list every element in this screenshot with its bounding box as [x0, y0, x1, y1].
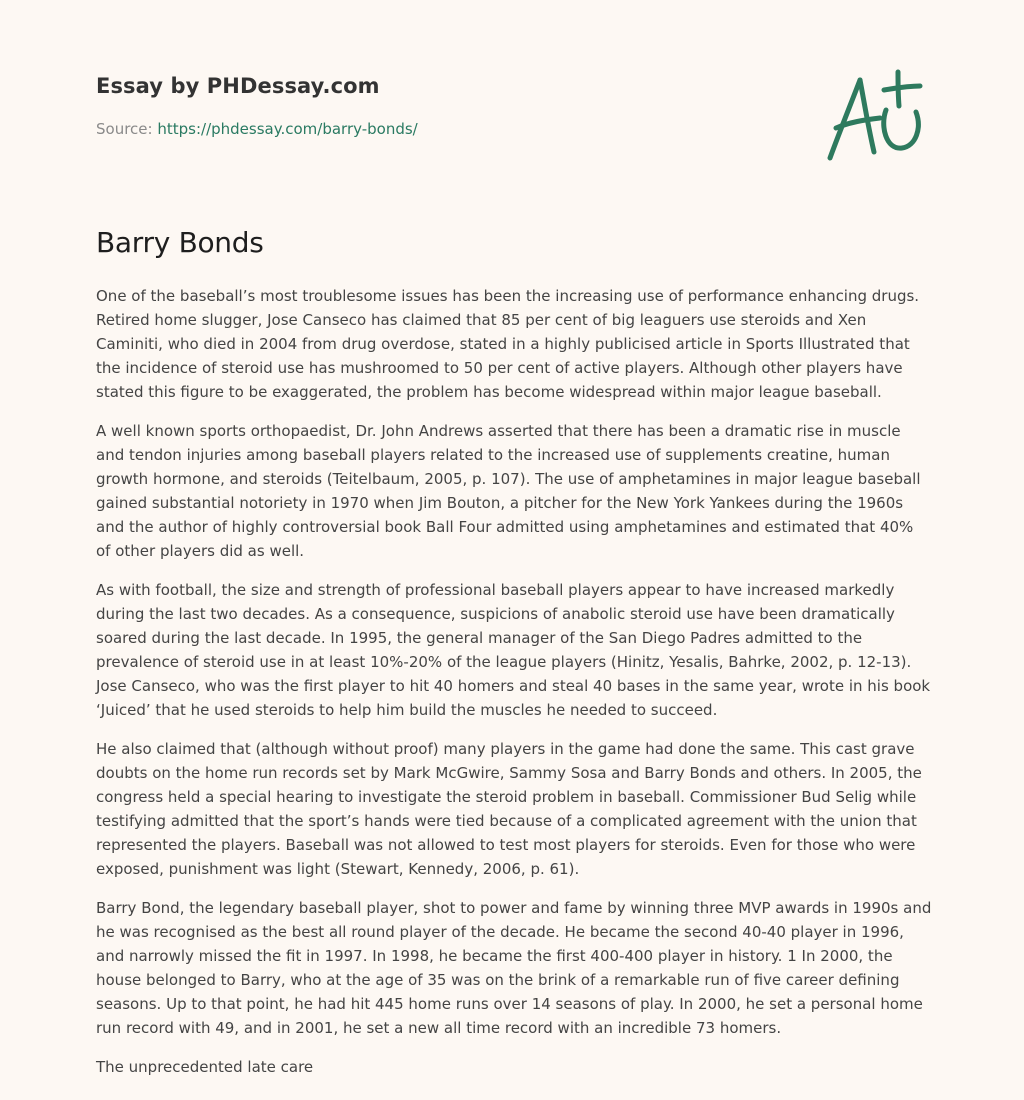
page-header [96, 74, 928, 138]
article-title: Barry Bonds [96, 226, 264, 259]
source-link[interactable]: https://phdessay.com/barry-bonds/ [157, 120, 418, 138]
paragraph: He also claimed that (although without proof) many players in the game had done the same. This cast grave doubts on the home run records set by Mark McGwire, Sammy Sosa and Barry Bonds and others. In 2005, the congress held a special hearing to investigate the steroid problem in baseball. Commissioner Bud Selig while testifying admitted that the sport’s hands were tied because of a complicated agreement with the union that represented the players. Baseball was not allowed to test most players for steroids. Even for those who were exposed, punishment was light (Stewart, Kennedy, 2006, p. 61). [96, 740, 922, 878]
site-brand: Essay by PHDessay.com [96, 74, 380, 98]
a-plus-grade-icon [820, 66, 930, 166]
paragraph: A well known sports orthopaedist, Dr. John Andrews asserted that there has been a dramatic rise in muscle and tendon injuries among baseball players related to the increased use of supplements creatine, human growth hormone, and steroids (Teitelbaum, 2005, p. 107). The use of amphetamines in major league baseball gained substantial notoriety in 1970 when Jim Bouton, a pitcher for the New York Yankees during the 1960s and the author of highly controversial book Ball Four admitted using amphetamines and estimated that 40% of other players did as well. [96, 422, 921, 560]
paragraph: One of the baseball’s most troublesome issues has been the increasing use of performance enhancing drugs. Retired home slugger, Jose Canseco has claimed that 85 per cent of big leaguers use steroids and Xen Caminiti, who died in 2004 from drug overdose, stated in a highly publicised article in Sports Illustrated that the incidence of steroid use has mushroomed to 50 per cent of active players. Although other players have stated this figure to be exaggerated, the problem has become widespread within major league baseball. [96, 287, 920, 401]
paragraph: The unprecedented late care [96, 1058, 314, 1076]
source-line [96, 120, 928, 138]
source-label: Source: [96, 120, 153, 138]
paragraph: As with football, the size and strength of professional baseball players appear to have increased markedly during the last two decades. As a consequence, suspicions of anabolic steroid use have been dramatically soared during the last decade. In 1995, the general manager of the San Diego Padres admitted to the prevalence of steroid use in at least 10%-20% of the league players (Hinitz, Yesalis, Bahrke, 2002, p. 12-13). Jose Canseco, who was the first player to hit 40 homers and steal 40 bases in the same year, wrote in his book ‘Juiced’ that he used steroids to help him build the muscles he needed to succeed. [96, 581, 931, 719]
paragraph: Barry Bond, the legendary baseball player, shot to power and fame by winning three MVP awards in 1990s and he was recognised as the best all round player of the decade. He became the second 40-40 player in 1996, and narrowly missed the fit in 1997. In 1998, he became the first 400-400 player in history. 1 In 2000, the house belonged to Barry, who at the age of 35 was on the brink of a remarkable run of five career defining seasons. Up to that point, he had hit 445 home runs over 14 seasons of play. In 2000, he set a personal home run record with 49, and in 2001, he set a new all time record with an incredible 73 homers. [96, 899, 932, 1037]
article-body [96, 284, 932, 1094]
